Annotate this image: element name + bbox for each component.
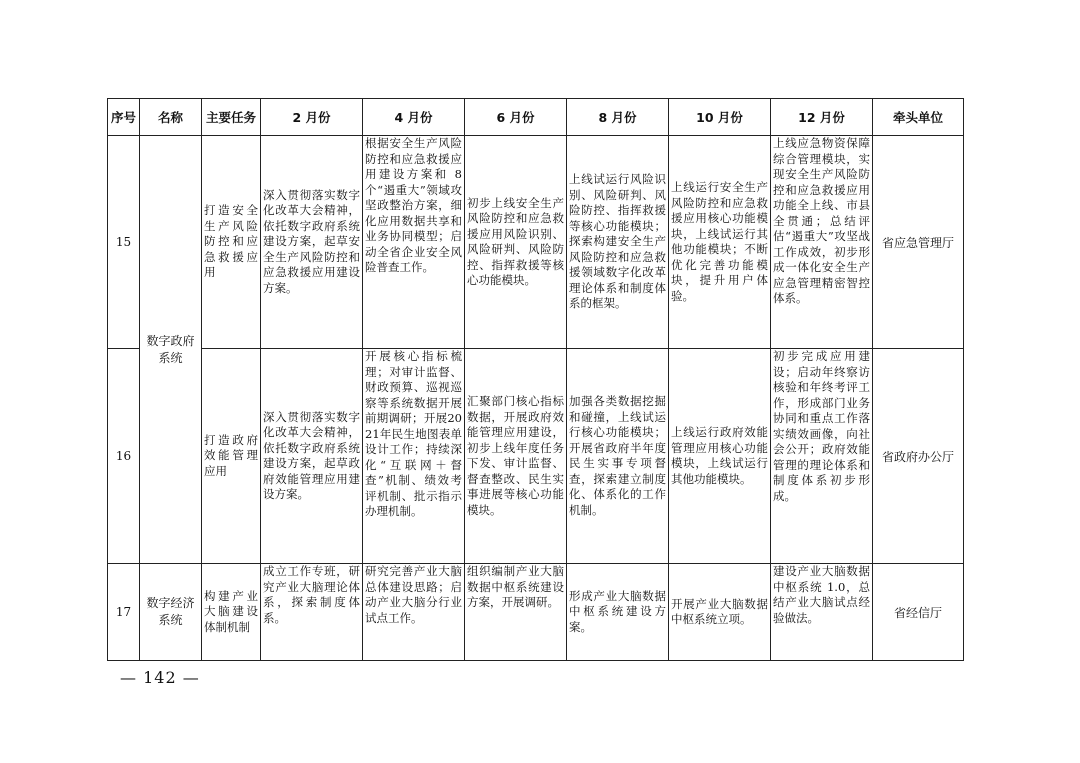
header-name: 名称 [140, 99, 202, 136]
header-feb: 2 月份 [261, 99, 363, 136]
table-row [108, 136, 964, 349]
row-task: 打造政府效能管理应用 [204, 432, 258, 478]
row-lead: 省应急管理厅 [873, 136, 964, 349]
row-apr: 根据安全生产风险防控和应急救援应用建设方案和 8 个“遏重大”领域攻坚政整治方案，细化应用数据共享和业务协同模型；启动全省企业安全风险普查工作。 [365, 136, 462, 274]
row-lead: 省经信厅 [873, 564, 964, 661]
header-seq: 序号 [108, 99, 140, 136]
row-jun: 汇聚部门核心指标数据，开展政府效能管理应用建设，初步上线年度任务下发、审计监督、督查整改、民生实事进展等核心功能模块。 [467, 394, 564, 517]
row-system-name [140, 136, 202, 564]
header-lead: 牵头单位 [873, 99, 964, 136]
header-oct: 10 月份 [669, 99, 771, 136]
table-row [108, 564, 964, 661]
row-feb: 深入贯彻落实数字化改革大会精神，依托数字政府系统建设方案，起草政府效能管理应用建设方案。 [263, 409, 360, 501]
header-apr: 4 月份 [363, 99, 465, 136]
row-jun: 组织编制产业大脑数据中枢系统建设方案，开展调研。 [467, 564, 564, 609]
row-dec: 初步完成应用建设；启动年终察访核验和年终考评工作，形成部门业务协同和重点工作落实绩效画像，向社会公开；政府效能管理的理论体系和制度体系初步形成。 [773, 349, 870, 503]
schedule-table [107, 98, 964, 661]
row-aug: 形成产业大脑数据中枢系统建设方案。 [569, 588, 666, 634]
row-feb: 成立工作专班，研究产业大脑理论体系，探索制度体系。 [263, 564, 360, 625]
system-name-text: 数字政府系统 [146, 333, 195, 365]
row-lead: 省政府办公厅 [873, 349, 964, 564]
header-jun: 6 月份 [465, 99, 567, 136]
row-aug: 上线试运行风险识别、风险研判、风险防控、指挥救援等核心功能模块；探索构建安全生产风险防控和应急救援领域数字化改革理论体系和制度体系的框架。 [569, 172, 666, 311]
row-dec: 上线应急物资保障综合管理模块，实现安全生产风险防控和应急救援应用功能全上线、市县全贯通；总结评估“遏重大”攻坚战工作成效，初步形成一体化安全生产应急管理精密智控体系。 [773, 136, 870, 305]
row-aug: 加强各类数据挖掘和碰撞，上线试运行核心功能模块；开展省政府半年度民生实事专项督查，探索建立制度化、体系化的工作机制。 [569, 394, 666, 517]
row-jun: 初步上线安全生产风险防控和应急救援应用风险识别、风险研判、风险防控、指挥救援等核心功能模块。 [467, 195, 564, 287]
table-row [108, 349, 964, 564]
row-feb: 深入贯彻落实数字化改革大会精神，依托数字政府系统建设方案，起草安全生产风险防控和应急救援应用建设方案。 [263, 187, 360, 295]
page-number: — 142 — [120, 668, 200, 687]
row-task: 构建产业大脑建设体制机制 [204, 588, 258, 634]
row-number: 15 [108, 136, 140, 349]
row-number: 17 [108, 564, 140, 661]
row-task: 打造安全生产风险防控和应急救援应用 [204, 203, 258, 280]
header-dec: 12 月份 [771, 99, 873, 136]
row-dec: 建设产业大脑数据中枢系统 1.0，总结产业大脑试点经验做法。 [773, 564, 870, 625]
row-system-name: 数字经济系统 [146, 596, 195, 627]
row-oct: 开展产业大脑数据中枢系统立项。 [671, 596, 768, 626]
header-task: 主要任务 [202, 99, 261, 136]
row-oct: 上线运行安全生产风险防控和应急救援应用核心功能模块，上线试运行其他功能模块；不断优化完善功能模块，提升用户体验。 [671, 180, 768, 303]
row-apr: 开展核心指标梳理；对审计监督、财政预算、巡视巡察等系统数据开展前期调研；开展2021年民生地图表单设计工作；持续深化“互联网＋督查”机制、绩效考评机制、批示指示办理机制。 [365, 349, 462, 518]
row-oct: 上线运行政府效能管理应用核心功能模块，上线试运行其他功能模块。 [671, 425, 768, 486]
row-number: 16 [108, 349, 140, 564]
table-header-row [108, 99, 964, 136]
header-aug: 8 月份 [567, 99, 669, 136]
row-apr: 研究完善产业大脑总体建设思路；启动产业大脑分行业试点工作。 [365, 564, 462, 625]
